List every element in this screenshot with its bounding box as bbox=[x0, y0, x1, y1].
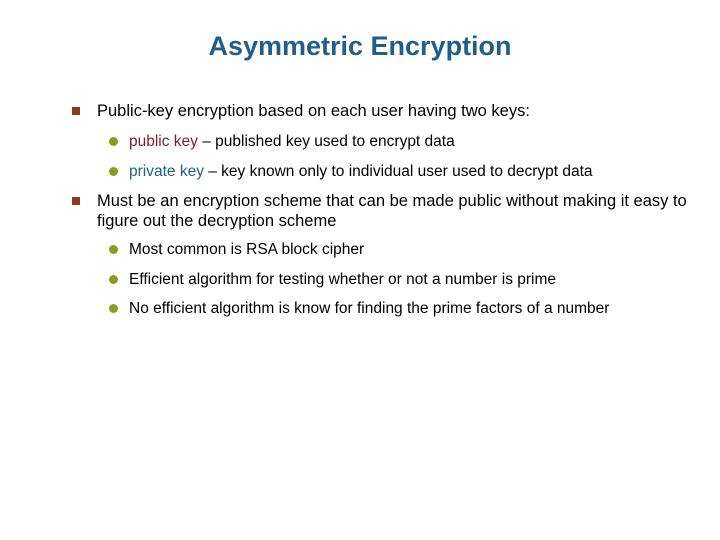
round-bullet-icon bbox=[109, 275, 118, 284]
square-bullet-icon bbox=[72, 197, 80, 205]
bullet-item bbox=[97, 191, 687, 231]
square-bullet-icon bbox=[72, 107, 80, 115]
round-bullet-icon bbox=[109, 245, 118, 254]
sub-bullet-text: – key known only to individual user used to decrypt data bbox=[203, 163, 593, 180]
slide-title: Asymmetric Encryption bbox=[208, 31, 512, 61]
sub-bullet-item bbox=[129, 299, 709, 319]
bullet-item bbox=[97, 101, 697, 121]
sub-bullet-text: No efficient algorithm is know for finding the prime factors of a number bbox=[129, 300, 610, 317]
term-public-key: public key bbox=[129, 133, 198, 150]
round-bullet-icon bbox=[109, 167, 118, 176]
term-private-key: private key bbox=[129, 163, 204, 180]
sub-bullet-text: Most common is RSA block cipher bbox=[129, 241, 365, 258]
round-bullet-icon bbox=[109, 304, 118, 313]
bullet-text: Must be an encryption scheme that can be made public without making it easy to figure out the decryption scheme bbox=[97, 192, 687, 230]
sub-bullet-text: Efficient algorithm for testing whether or not a number is prime bbox=[129, 271, 557, 288]
sub-bullet-item bbox=[129, 270, 709, 290]
sub-bullet-item bbox=[129, 162, 709, 182]
round-bullet-icon bbox=[109, 137, 118, 146]
sub-bullet-item bbox=[129, 132, 709, 152]
bullet-text: Public-key encryption based on each user having two keys: bbox=[97, 102, 530, 120]
sub-bullet-item bbox=[129, 240, 709, 260]
sub-bullet-text: – published key used to encrypt data bbox=[197, 133, 455, 150]
